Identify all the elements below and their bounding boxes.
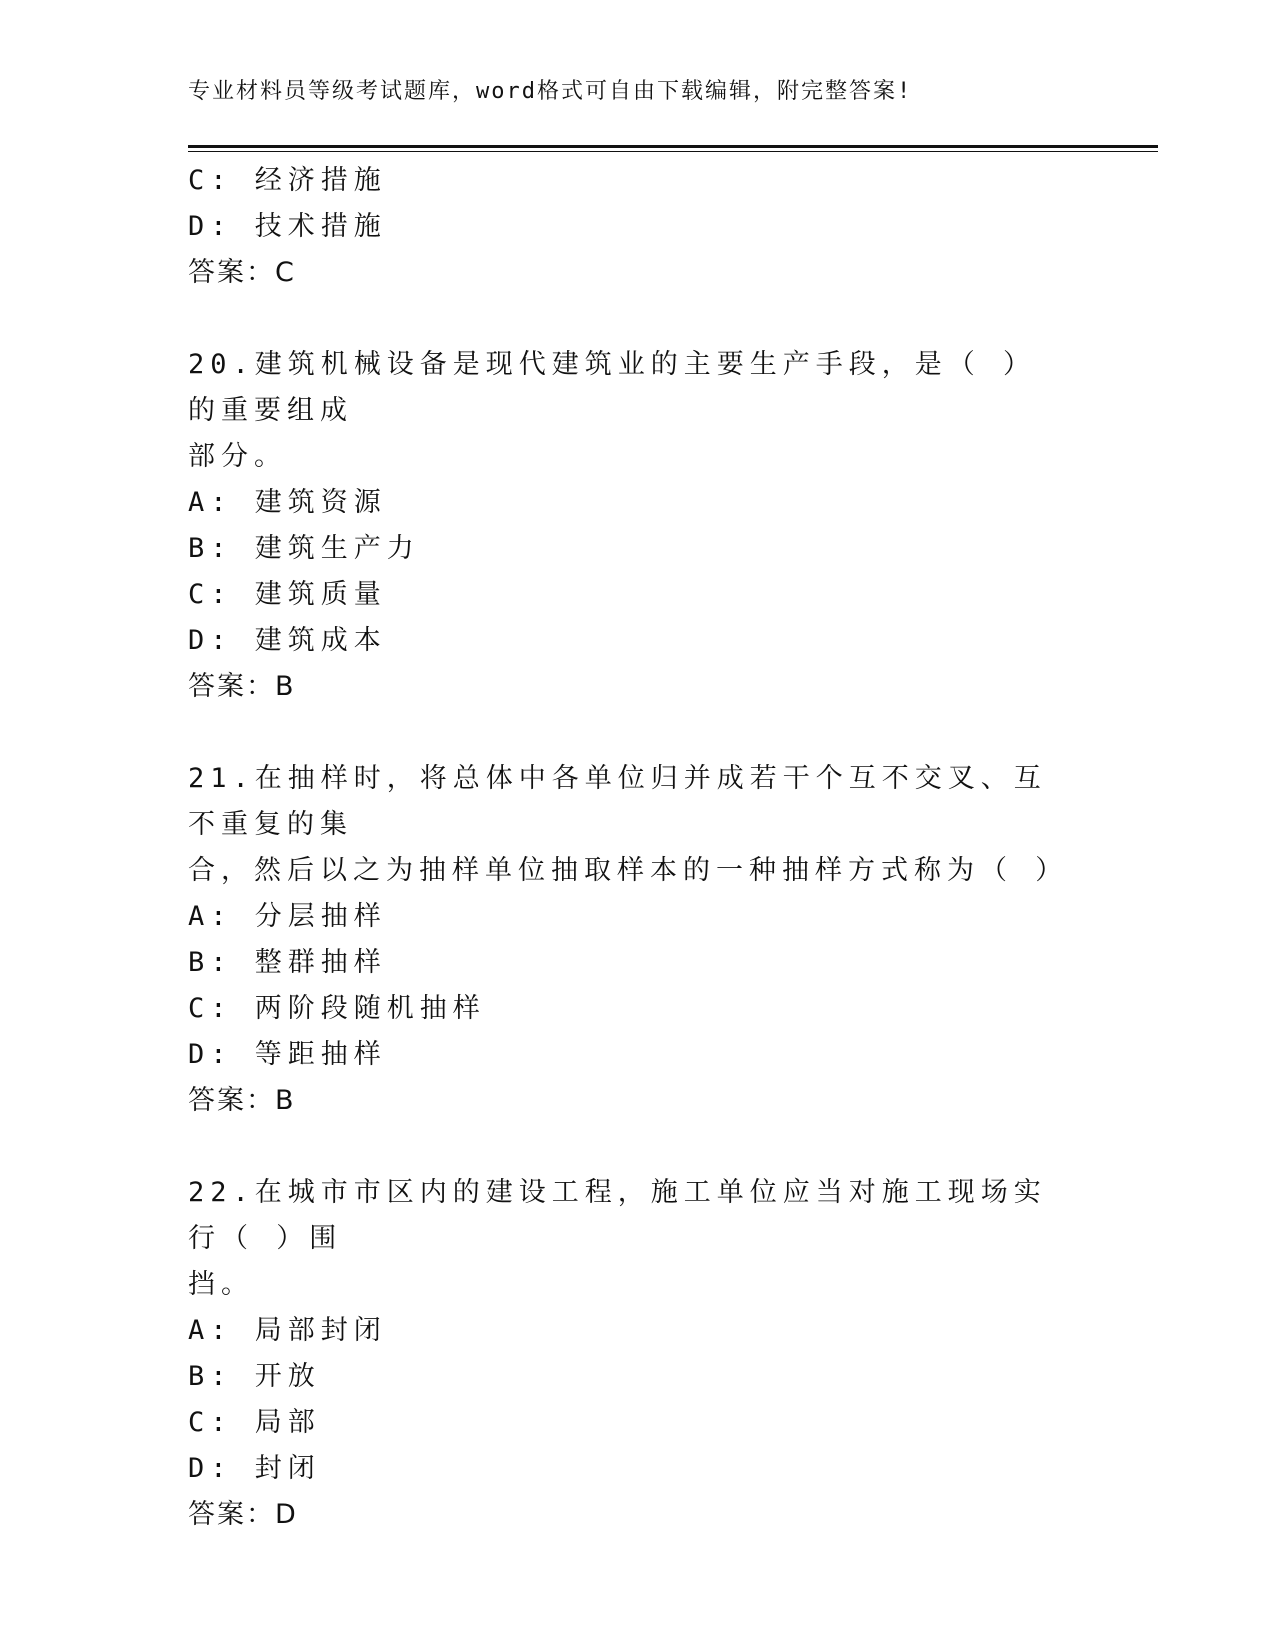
option-b: B: 整群抽样 (188, 947, 387, 978)
question-content (188, 158, 1088, 1538)
header-rule-thin (188, 151, 1158, 152)
option-a: A: 局部封闭 (188, 1315, 387, 1346)
option-a: A: 分层抽样 (188, 901, 387, 932)
option-a: A: 建筑资源 (188, 487, 387, 518)
option-c: C: 局部 (188, 1407, 321, 1438)
answer-line: 答案：B (188, 1085, 296, 1116)
option-d: D: 等距抽样 (188, 1039, 387, 1070)
option-d: D: 技术措施 (188, 211, 387, 242)
question-stem: 21.在抽样时，将总体中各单位归并成若干个互不交叉、互不重复的集 合，然后以之为抽样单位抽取样本的一种抽样方式称为（ ） (188, 763, 1069, 886)
carryover-question (188, 158, 1088, 296)
page-header-note: 专业材料员等级考试题库，word格式可自由下载编辑，附完整答案! (188, 79, 913, 104)
option-c: C: 建筑质量 (188, 579, 387, 610)
option-d: D: 封闭 (188, 1453, 321, 1484)
option-c: C: 经济措施 (188, 165, 387, 196)
answer-line: 答案：B (188, 671, 296, 702)
question-21 (188, 756, 1088, 1124)
option-b: B: 建筑生产力 (188, 533, 420, 564)
option-b: B: 开放 (188, 1361, 321, 1392)
question-stem: 22.在城市市区内的建设工程，施工单位应当对施工现场实行（ ）围 挡。 (188, 1177, 1047, 1300)
option-d: D: 建筑成本 (188, 625, 387, 656)
answer-line: 答案：C (188, 257, 296, 288)
question-22 (188, 1170, 1088, 1538)
header-rule-thick (188, 145, 1158, 148)
option-c: C: 两阶段随机抽样 (188, 993, 486, 1024)
answer-line: 答案：D (188, 1499, 298, 1530)
question-stem: 20.建筑机械设备是现代建筑业的主要生产手段，是（ ）的重要组成 部分。 (188, 349, 1037, 472)
question-20 (188, 342, 1088, 710)
